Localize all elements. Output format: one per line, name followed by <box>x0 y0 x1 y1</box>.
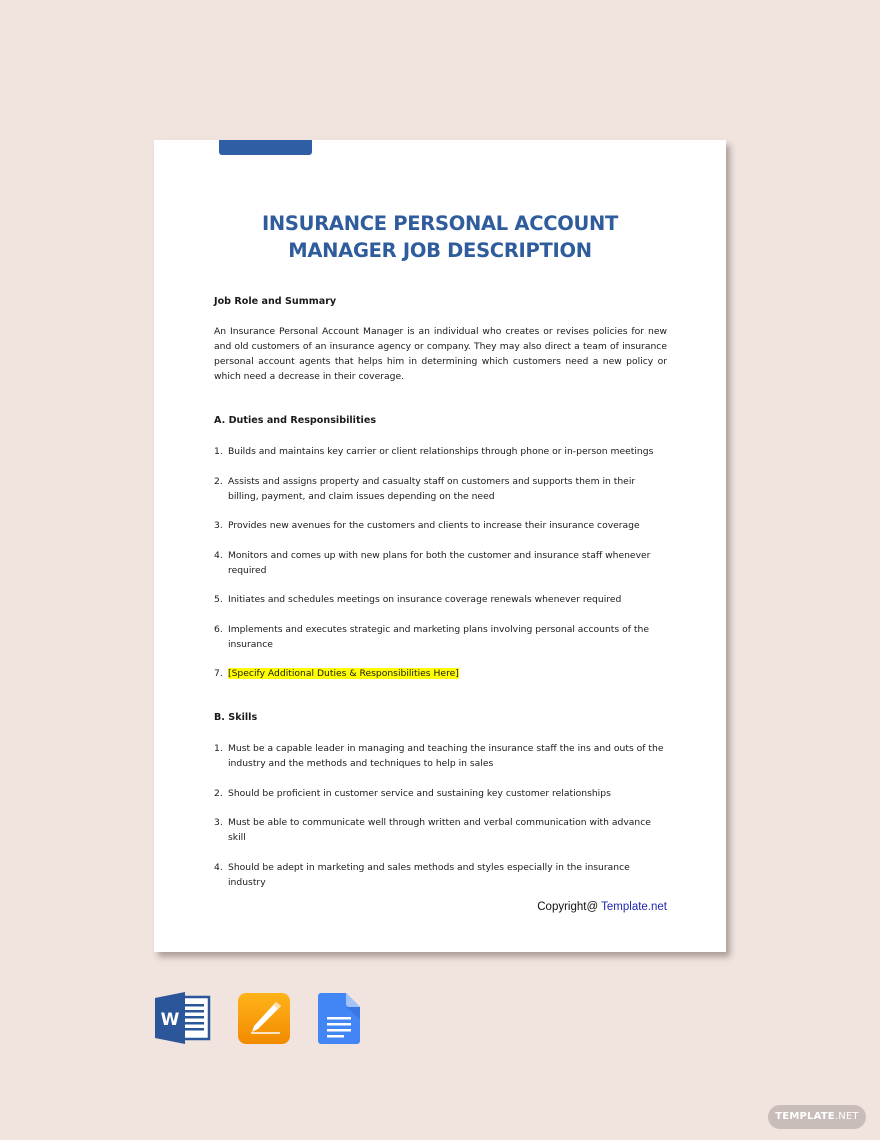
duties-list <box>214 444 667 681</box>
header-tab-decoration <box>219 140 312 155</box>
title-line-2: MANAGER JOB DESCRIPTION <box>288 239 592 262</box>
list-item: 5. Initiates and schedules meetings on insurance coverage renewals whenever required <box>214 594 622 605</box>
title-line-1: INSURANCE PERSONAL ACCOUNT <box>261 212 619 235</box>
summary-text: An Insurance Personal Account Manager is an individual who creates or revises policies for new and old customers of an insurance agency or company. They may also direct a team of insurance personal account agents that helps him in determining which customers need a new policy or which need a decrease in their coverage. <box>214 326 667 382</box>
list-item-placeholder: 7. [Specify Additional Duties & Responsibilities Here] <box>214 668 459 679</box>
duties-heading: A. Duties and Responsibilities <box>214 415 377 426</box>
skills-heading: B. Skills <box>214 712 258 723</box>
list-item: 1. Builds and maintains key carrier or client relationships through phone or in-person meetings <box>214 446 654 457</box>
template-net-watermark[interactable]: TEMPLATE.NET <box>768 1105 866 1129</box>
list-item: 4. Should be adept in marketing and sales methods and styles especially in the insurance industry <box>214 861 630 888</box>
google-docs-icon[interactable] <box>318 993 360 1050</box>
document-body <box>214 295 667 904</box>
list-item: 2. Should be proficient in customer service and sustaining key customer relationships <box>214 787 611 799</box>
list-item: 1. Must be a capable leader in managing and teaching the insurance staff the ins and outs of the industry and the methods and techniques to help in sales <box>214 743 664 769</box>
list-item: 3. Provides new avenues for the customers and clients to increase their insurance coverage <box>214 520 640 531</box>
document-title <box>154 210 726 264</box>
skills-list <box>214 741 667 890</box>
copyright-notice <box>537 901 667 913</box>
copyright-prefix: Copyright@ <box>537 901 602 913</box>
svg-text:W: W <box>160 1010 180 1030</box>
microsoft-word-icon[interactable] <box>155 992 211 1049</box>
list-item: 4. Monitors and comes up with new plans for both the customer and insurance staff whenever required <box>214 549 651 576</box>
document-page <box>154 140 726 952</box>
highlighted-placeholder-text[interactable]: [Specify Additional Duties & Responsibilities Here] <box>228 668 459 679</box>
list-item: 6. Implements and executes strategic and marketing plans involving personal accounts of the insurance <box>214 623 649 650</box>
list-item: 2. Assists and assigns property and casualty staff on customers and supports them in their billing, payment, and claim issues depending on the need <box>214 475 636 502</box>
list-item: 3. Must be able to communicate well through written and verbal communication with advance skill <box>214 817 651 843</box>
apple-pages-icon[interactable] <box>238 993 290 1050</box>
template-net-link[interactable]: Template.net <box>601 901 667 913</box>
summary-heading: Job Role and Summary <box>214 296 337 307</box>
